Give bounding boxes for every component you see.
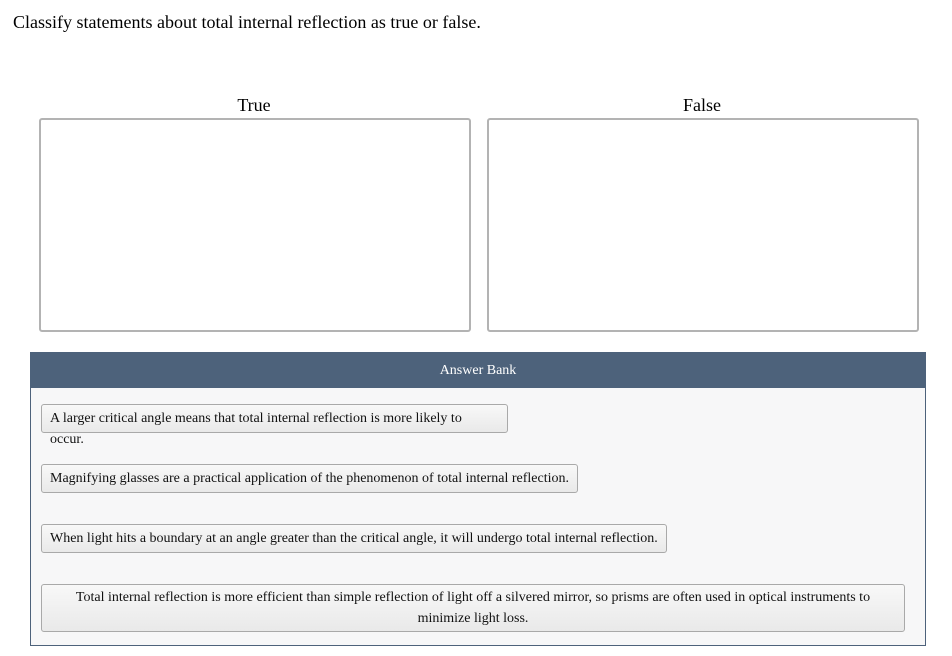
false-bin-label: False (683, 95, 721, 115)
true-drop-zone[interactable] (39, 118, 471, 332)
question-prompt: Classify statements about total internal reflection as true or false. (13, 12, 481, 32)
answer-chip[interactable]: Total internal reflection is more efficient than simple reflection of light off a silvered mirror, so prisms are often used in optical instruments to minimize light loss. (41, 584, 905, 632)
true-bin-label: True (237, 95, 271, 115)
answer-bank[interactable] (30, 352, 926, 646)
answer-chip[interactable]: A larger critical angle means that total internal reflection is more likely to occur. (41, 404, 508, 433)
answer-chip[interactable]: When light hits a boundary at an angle greater than the critical angle, it will undergo total internal reflection. (41, 524, 667, 553)
answer-chip[interactable]: Magnifying glasses are a practical application of the phenomenon of total internal reflection. (41, 464, 578, 493)
answer-bank-header: Answer Bank (31, 353, 925, 388)
false-drop-zone[interactable] (487, 118, 919, 332)
